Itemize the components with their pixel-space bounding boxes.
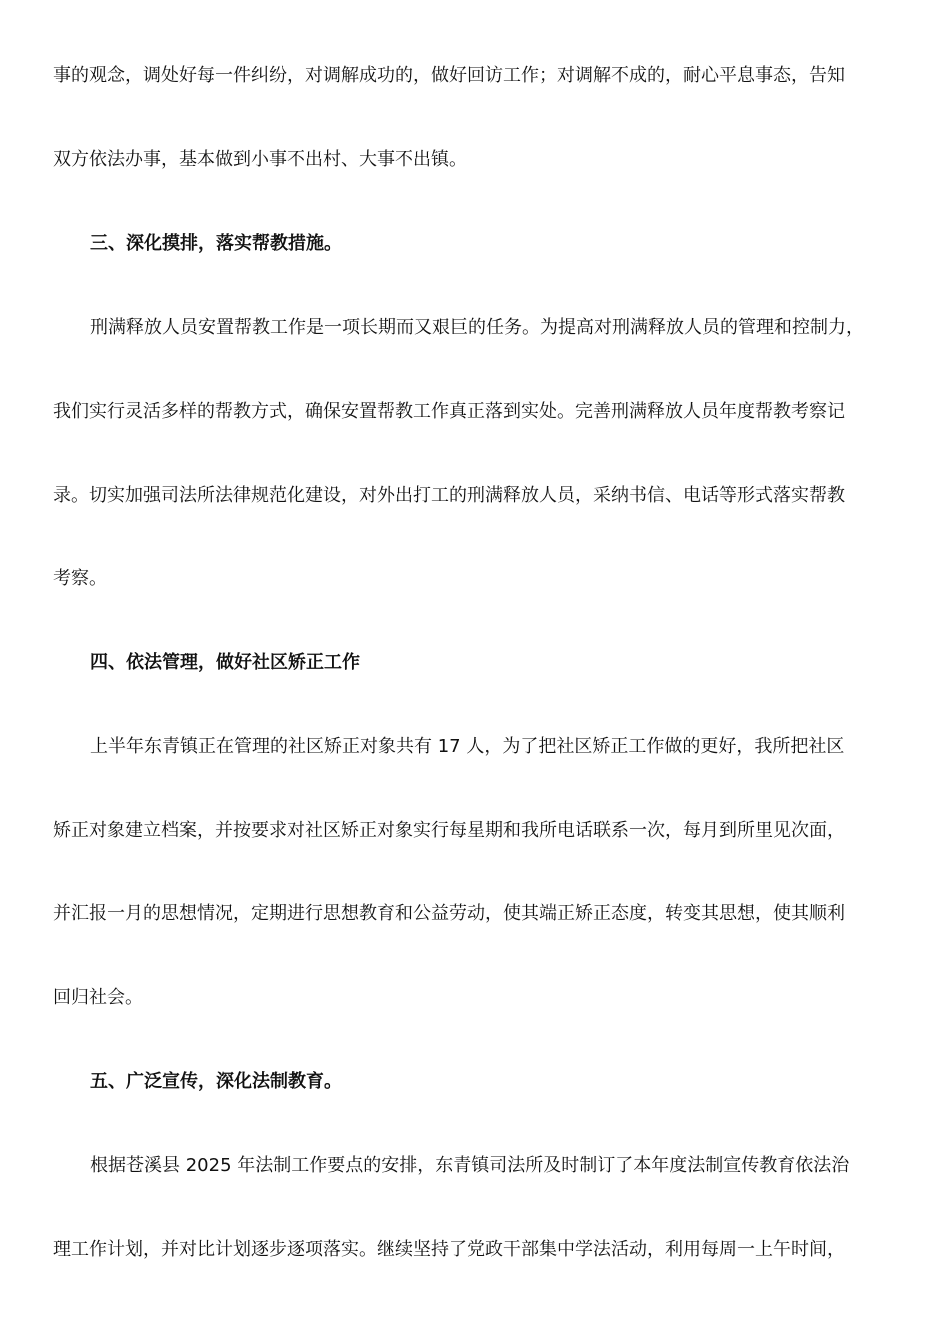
paragraph-line: 上半年东青镇正在管理的社区矫正对象共有 17 人，为了把社区矫正工作做的更好，我所把社区 [90,736,845,757]
paragraph-line: 并汇报一月的思想情况，定期进行思想教育和公益劳动，使其端正矫正态度，转变其思想，使其顺利 [53,903,845,924]
paragraph-line: 理工作计划，并对比计划逐步逐项落实。继续坚持了党政干部集中学法活动，利用每周一上午时间， [53,1239,845,1260]
section-heading: 四、依法管理，做好社区矫正工作 [90,652,360,673]
paragraph-line: 我们实行灵活多样的帮教方式，确保安置帮教工作真正落到实处。完善刑满释放人员年度帮教考察记 [53,401,845,422]
paragraph-line: 刑满释放人员安置帮教工作是一项长期而又艰巨的任务。为提高对刑满释放人员的管理和控制力， [90,317,864,338]
section-heading: 五、广泛宣传，深化法制教育。 [90,1071,342,1092]
paragraph-line: 双方依法办事，基本做到小事不出村、大事不出镇。 [53,149,467,170]
paragraph-line: 考察。 [53,568,107,589]
paragraph-line: 事的观念，调处好每一件纠纷，对调解成功的，做好回访工作；对调解不成的，耐心平息事态，告知 [53,65,845,86]
paragraph-line: 矫正对象建立档案，并按要求对社区矫正对象实行每星期和我所电话联系一次，每月到所里见次面， [53,820,845,841]
paragraph-line: 回归社会。 [53,987,143,1008]
paragraph-line: 根据苍溪县 2025 年法制工作要点的安排，东青镇司法所及时制订了本年度法制宣传教育依法治 [90,1155,850,1176]
paragraph-line: 录。切实加强司法所法律规范化建设，对外出打工的刑满释放人员，采纳书信、电话等形式落实帮教 [53,485,845,506]
section-heading: 三、深化摸排，落实帮教措施。 [90,233,342,254]
